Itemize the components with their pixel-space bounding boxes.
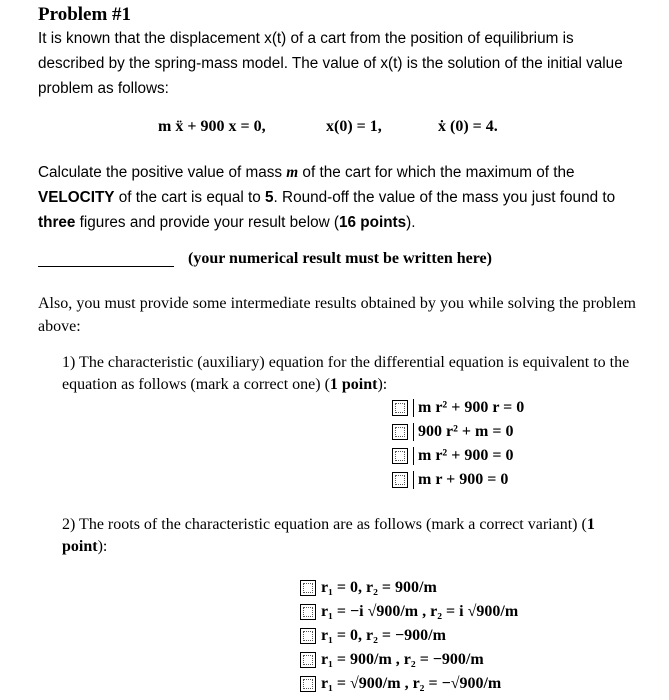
task-points: 16 points [339, 214, 407, 231]
checkbox[interactable] [300, 604, 316, 620]
q1-option[interactable] [392, 420, 524, 444]
q2-option-label: r₁ = 0, r₂ = 900/m [321, 579, 437, 596]
ode-equation: m ẍ + 900 x = 0, [158, 118, 266, 135]
q2-option[interactable] [300, 624, 518, 648]
figures-keyword: three [38, 214, 76, 231]
question-1-end: ): [377, 376, 388, 393]
answer-blank-line[interactable] [38, 266, 174, 267]
question-2-text: 2) The roots of the characteristic equation are as follows (mark a correct variant) ( [62, 516, 587, 533]
q1-option-label: m r² + 900 r = 0 [413, 399, 524, 417]
checkbox[interactable] [392, 400, 408, 416]
question-2 [62, 514, 634, 558]
q2-option-label: r₁ = √900/m , r₂ = −√900/m [321, 675, 502, 692]
task-text: of the cart is equal to [114, 189, 266, 206]
initial-condition-2: ẋ (0) = 4. [438, 118, 498, 135]
question-1-points: 1 point [329, 376, 378, 393]
q2-option[interactable] [300, 672, 518, 696]
q1-option-label: 900 r² + m = 0 [413, 423, 513, 441]
velocity-keyword: VELOCITY [38, 189, 115, 206]
question-2-points: 1 point [62, 516, 595, 555]
q2-option[interactable] [300, 600, 518, 624]
task-text: Calculate the positive value of mass [38, 164, 287, 181]
checkbox[interactable] [300, 652, 316, 668]
checkbox[interactable] [392, 448, 408, 464]
question-1 [62, 352, 634, 396]
q1-option-label: m r + 900 = 0 [413, 471, 508, 489]
task-text: of the cart for which the maximum of the [298, 164, 575, 181]
q2-option-label: r₁ = −i √900/m , r₂ = i √900/m [321, 603, 519, 620]
answer-label: (your numerical result must be written here) [188, 250, 492, 267]
also-paragraph: Also, you must provide some intermediate results obtained by you while solving the problem above: [38, 295, 636, 335]
task-text: ). [406, 214, 416, 231]
task-paragraph [38, 160, 638, 235]
checkbox[interactable] [300, 676, 316, 692]
q1-option[interactable] [392, 396, 524, 420]
velocity-value: 5 [265, 189, 274, 206]
question-2-end: ): [97, 538, 108, 555]
task-text: figures and provide your result below ( [75, 214, 339, 231]
question-1-options [392, 396, 524, 492]
checkbox[interactable] [300, 580, 316, 596]
task-text: . Round-off the value of the mass you just found to [273, 189, 616, 206]
question-1-text: 1) The characteristic (auxiliary) equation for the differential equation is equivalent to the equation as follows (mark a correct one) ( [62, 354, 630, 393]
q1-option[interactable] [392, 444, 524, 468]
problem-title: Problem #1 [38, 4, 132, 25]
intro-paragraph: It is known that the displacement x(t) of a cart from the position of equilibrium is described by the spring-mass model. The value of x(t) is the solution of the initial value problem as follows: [38, 30, 623, 97]
q1-option-label: m r² + 900 = 0 [413, 447, 513, 465]
q2-option[interactable] [300, 648, 518, 672]
q2-option-label: r₁ = 900/m , r₂ = −900/m [321, 651, 484, 668]
q2-option-label: r₁ = 0, r₂ = −900/m [321, 627, 446, 644]
checkbox[interactable] [392, 424, 408, 440]
mass-symbol: m [286, 164, 299, 181]
checkbox[interactable] [300, 628, 316, 644]
question-2-options [300, 576, 518, 696]
initial-condition-1: x(0) = 1, [326, 118, 382, 135]
checkbox[interactable] [392, 472, 408, 488]
q2-option[interactable] [300, 576, 518, 600]
q1-option[interactable] [392, 468, 524, 492]
